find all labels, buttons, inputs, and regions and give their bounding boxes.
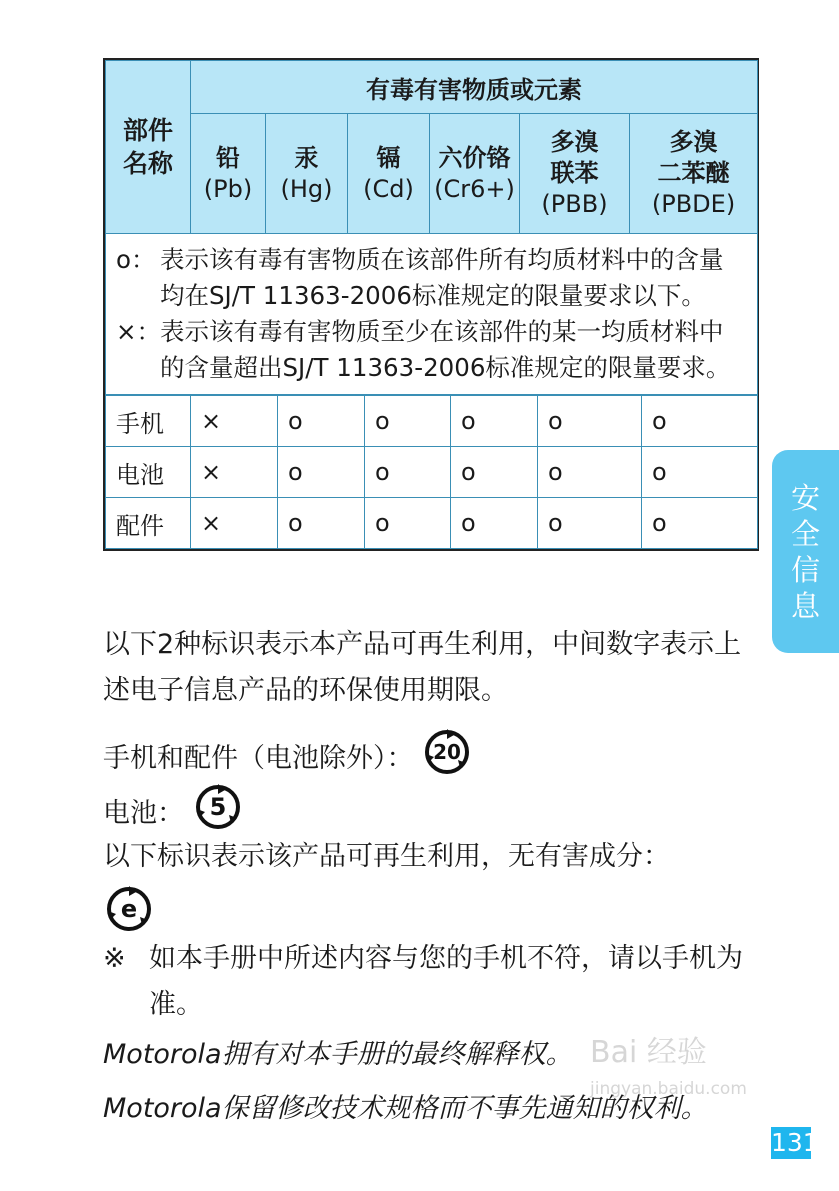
- table-cell: o: [278, 396, 365, 447]
- legend-note: o： 表示该有毒有害物质在该部件所有均质材料中的含量均在SJ/T 11363-2006标准规定的限量要求以下。: [116, 245, 724, 310]
- table-row: [106, 396, 758, 447]
- table-cell: o: [538, 396, 642, 447]
- table-row: [106, 447, 758, 498]
- table-cell: o: [365, 498, 451, 549]
- recycle-e-icon: [103, 883, 155, 939]
- recycle-explanation: 以下2种标识表示本产品可再生利用，中间数字表示上述电子信息产品的环保使用期限。: [103, 629, 742, 706]
- table-cell: o: [278, 498, 365, 549]
- motorola-modification-right: Motorola保留修改技术规格而不事先通知的权利。: [103, 1093, 708, 1124]
- substance-header: 汞 (Hg): [266, 114, 348, 234]
- manual-disclaimer: ※ 如本手册中所述内容与您的手机不符，请以手机为准。: [103, 943, 743, 1020]
- table-cell: ×: [191, 396, 278, 447]
- phone-accessories-line: 手机和配件（电池除外）： 20: [103, 727, 763, 792]
- table-cell: o: [451, 396, 538, 447]
- battery-line: 电池： 5: [103, 782, 763, 847]
- page-number: 131: [771, 1128, 819, 1157]
- motorola-interpretation-right: Motorola拥有对本手册的最终解释权。: [103, 1039, 573, 1070]
- substances-group-header: 有毒有害物质或元素: [191, 61, 758, 114]
- table-cell: o: [451, 447, 538, 498]
- svg-text:5: 5: [209, 793, 226, 821]
- table-cell: o: [451, 498, 538, 549]
- substance-header: 六价铬 (Cr6+): [430, 114, 520, 234]
- part-name: 电池: [106, 447, 191, 498]
- hazardous-substances-table: [103, 58, 759, 551]
- substance-header: 多溴 二苯醚 (PBDE): [630, 114, 758, 234]
- table-cell: o: [365, 396, 451, 447]
- recyclable-no-hazard-text: 以下标识表示该产品可再生利用，无有害成分：: [103, 841, 670, 872]
- part-name-header: 部件 名称: [106, 61, 191, 234]
- substance-header: 镉 (Cd): [348, 114, 430, 234]
- legend-notes: [106, 234, 758, 395]
- substance-header: 多溴 联苯 (PBB): [520, 114, 630, 234]
- table-cell: o: [642, 498, 758, 549]
- legend-note: ×： 表示该有毒有害物质至少在该部件的某一均质材料中的含量超出SJ/T 11363-2006标准规定的限量要求。: [116, 317, 731, 382]
- table-row: [106, 498, 758, 549]
- table-cell: ×: [191, 447, 278, 498]
- table-cell: o: [538, 447, 642, 498]
- svg-text:20: 20: [433, 740, 462, 764]
- table-cell: o: [538, 498, 642, 549]
- table-cell: o: [642, 447, 758, 498]
- watermark: Bai 经验 jingyan.baidu.com: [590, 1035, 747, 1099]
- table-cell: o: [278, 447, 365, 498]
- part-name: 配件: [106, 498, 191, 549]
- section-tab-safety-info[interactable]: 安 全 信 息: [772, 450, 839, 653]
- substance-header: 铅 (Pb): [191, 114, 266, 234]
- table-cell: o: [365, 447, 451, 498]
- part-name: 手机: [106, 396, 191, 447]
- table-cell: o: [642, 396, 758, 447]
- table-cell: ×: [191, 498, 278, 549]
- svg-text:e: e: [120, 895, 138, 923]
